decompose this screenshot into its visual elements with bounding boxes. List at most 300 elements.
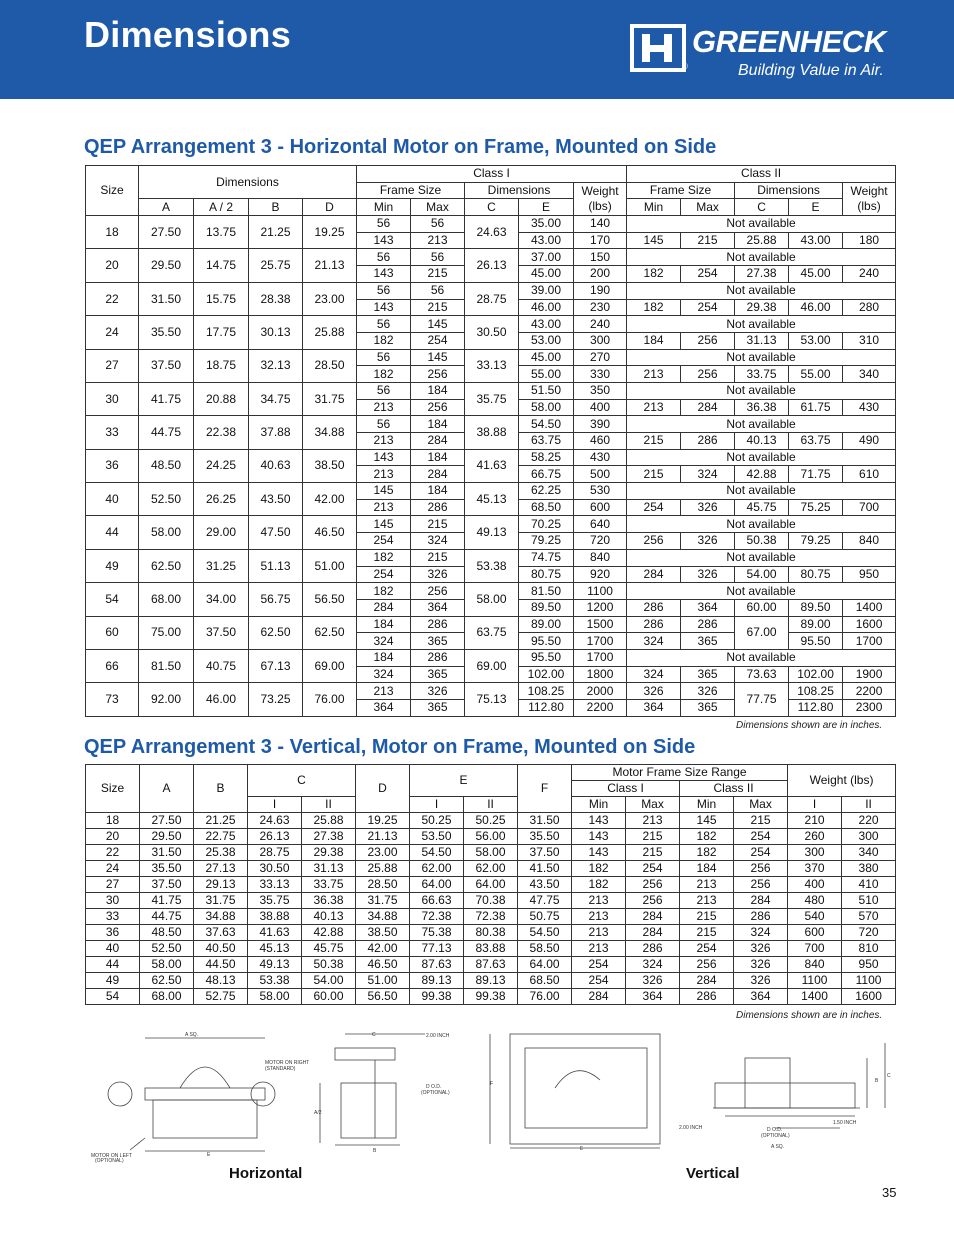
cell-c1-max: 284 [411,433,465,450]
cell-e-ii: 83.88 [464,941,518,957]
cell-a2: 18.75 [194,349,249,382]
cell-size: 27 [86,877,140,893]
cell-a: 31.50 [139,282,194,315]
cell-d: 21.13 [356,829,410,845]
cell-e-ii: 58.00 [464,845,518,861]
cell-c1-min: 184 [357,616,411,633]
cell-a: 44.75 [139,416,194,449]
cell-weight-i: 480 [788,893,842,909]
header-dimensions: Dimensions [139,166,357,199]
cell-f: 68.50 [518,973,572,989]
cell-c2-min: 182 [627,299,681,316]
cell-c2-min: 145 [627,232,681,249]
cell-c1-e: 108.25 [519,683,574,700]
greenheck-logo [630,22,930,92]
cell-c1-weight: 230 [574,299,627,316]
cell-class2-min: 284 [680,973,734,989]
table-row [86,813,896,829]
cell-e-ii: 64.00 [464,877,518,893]
cell-c2-e: 108.25 [789,683,843,700]
cell-c1-max: 184 [411,449,465,466]
cell-not-available: Not available [627,516,896,533]
cell-weight-ii: 810 [842,941,896,957]
cell-c-ii: 31.13 [302,861,356,877]
cell-c1-max: 365 [411,700,465,717]
vertical-table-body [86,813,896,1005]
cell-c1-max: 364 [411,599,465,616]
section2-title: QEP Arrangement 3 - Vertical, Motor on Frame, Mounted on Side [84,736,696,758]
cell-not-available: Not available [627,349,896,366]
cell-b: 28.38 [249,282,303,315]
cell-size: 33 [86,909,140,925]
cell-c1-min: 213 [357,399,411,416]
cell-a2: 40.75 [194,649,249,682]
cell-not-available: Not available [627,583,896,600]
cell-c-i: 41.63 [248,925,302,941]
cell-c-i: 28.75 [248,845,302,861]
cell-c2-weight: 310 [843,332,896,349]
cell-c1-c: 41.63 [465,449,519,482]
table-row [86,861,896,877]
cell-c1-min: 213 [357,466,411,483]
cell-c1-c: 38.88 [465,416,519,449]
cell-size: 49 [86,973,140,989]
cell-c2-weight: 1900 [843,666,896,683]
cell-e-i: 89.13 [410,973,464,989]
cell-weight-i: 300 [788,845,842,861]
cell-b: 56.75 [249,583,303,616]
cell-c1-e: 74.75 [519,549,574,566]
cell-c2-max: 284 [681,399,735,416]
cell-c1-e: 95.50 [519,649,574,666]
cell-c1-weight: 400 [574,399,627,416]
cell-c1-max: 365 [411,633,465,650]
cell-b: 25.75 [249,249,303,282]
cell-c1-c: 49.13 [465,516,519,549]
table-row [86,941,896,957]
cell-weight-ii: 380 [842,861,896,877]
label-e: E [207,1152,211,1158]
cell-c2-max: 326 [681,683,735,700]
cell-class2-min: 182 [680,829,734,845]
cell-b: 21.25 [249,216,303,249]
cell-c2-max: 324 [681,466,735,483]
cell-c1-e: 68.50 [519,499,574,516]
cell-class2-max: 284 [734,893,788,909]
cell-c1-weight: 300 [574,332,627,349]
cell-c1-min: 254 [357,566,411,583]
cell-c2-e: 46.00 [789,299,843,316]
cell-c1-weight: 1800 [574,666,627,683]
cell-c1-e: 112.80 [519,700,574,717]
v-header-weight-ii: II [842,797,896,813]
cell-b: 43.50 [249,483,303,516]
cell-e-i: 66.63 [410,893,464,909]
cell-a: 62.50 [139,549,194,582]
cell-a2: 29.00 [194,516,249,549]
cell-d: 19.25 [303,216,357,249]
cell-class1-min: 213 [572,893,626,909]
cell-weight-ii: 1100 [842,973,896,989]
cell-c2-e: 95.50 [789,633,843,650]
cell-c2-min: 254 [627,499,681,516]
cell-c1-min: 213 [357,433,411,450]
cell-c2-min: 286 [627,599,681,616]
cell-c1-c: 35.75 [465,382,519,415]
cell-d: 62.50 [303,616,357,649]
cell-f: 41.50 [518,861,572,877]
cell-weight-i: 600 [788,925,842,941]
cell-c-ii: 54.00 [302,973,356,989]
cell-a2: 14.75 [194,249,249,282]
cell-c2-e: 89.00 [789,616,843,633]
cell-class1-max: 254 [626,861,680,877]
cell-class2-min: 215 [680,909,734,925]
header-d: D [303,199,357,216]
cell-size: 40 [86,483,139,516]
cell-f: 35.50 [518,829,572,845]
cell-a2: 34.00 [194,583,249,616]
cell-weight-i: 700 [788,941,842,957]
cell-size: 54 [86,583,139,616]
cell-c-i: 35.75 [248,893,302,909]
cell-c2-max: 256 [681,332,735,349]
cell-c-i: 38.88 [248,909,302,925]
cell-f: 50.75 [518,909,572,925]
cell-c1-e: 58.00 [519,399,574,416]
cell-c2-max: 326 [681,499,735,516]
cell-f: 47.75 [518,893,572,909]
table-row [86,909,896,925]
cell-b: 48.13 [194,973,248,989]
cell-class2-max: 254 [734,845,788,861]
cell-b: 34.75 [249,382,303,415]
header-c: C [465,199,519,216]
cell-c1-e: 53.00 [519,332,574,349]
cell-c1-e: 55.00 [519,366,574,383]
cell-c1-c: 45.13 [465,483,519,516]
cell-weight-ii: 720 [842,925,896,941]
cell-c1-c: 26.13 [465,249,519,282]
v-header-a: A [140,765,194,813]
cell-c-ii: 36.38 [302,893,356,909]
cell-c2-c: 42.88 [735,466,789,483]
cell-c1-min: 56 [357,249,411,266]
cell-class2-max: 254 [734,829,788,845]
cell-c1-max: 215 [411,549,465,566]
cell-d: 23.00 [303,282,357,315]
cell-e-i: 87.63 [410,957,464,973]
cell-c-i: 26.13 [248,829,302,845]
cell-b: 27.13 [194,861,248,877]
cell-c1-min: 364 [357,700,411,717]
cell-d: 51.00 [303,549,357,582]
cell-c1-c: 28.75 [465,282,519,315]
cell-b: 21.25 [194,813,248,829]
cell-f: 31.50 [518,813,572,829]
cell-c2-min: 324 [627,633,681,650]
cell-c2-c: 40.13 [735,433,789,450]
cell-class2-min: 184 [680,861,734,877]
cell-c2-c: 25.88 [735,232,789,249]
cell-b: 37.88 [249,416,303,449]
cell-c1-max: 56 [411,249,465,266]
cell-d: 28.50 [356,877,410,893]
label-c-vertical: C [887,1073,891,1079]
v-header-max-1: Max [626,797,680,813]
fan-drawings [85,1028,905,1168]
cell-c1-weight: 500 [574,466,627,483]
cell-c-i: 24.63 [248,813,302,829]
header-max-c2: Max [681,199,735,216]
cell-c1-max: 184 [411,416,465,433]
cell-c1-e: 79.25 [519,533,574,550]
cell-c2-weight: 840 [843,533,896,550]
cell-c1-e: 45.00 [519,266,574,283]
cell-a: 75.00 [139,616,194,649]
cell-c1-max: 215 [411,299,465,316]
cell-d: 38.50 [303,449,357,482]
label-e-vertical: E [580,1146,584,1152]
cell-b: 22.75 [194,829,248,845]
cell-c2-max: 365 [681,666,735,683]
header-min: Min [357,199,411,216]
cell-f: 54.50 [518,925,572,941]
cell-weight-ii: 950 [842,957,896,973]
cell-c1-e: 35.00 [519,216,574,233]
cell-c1-e: 95.50 [519,633,574,650]
table-row [86,549,896,566]
label-motor-right: MOTOR ON RIGHT [265,1060,310,1066]
cell-class2-max: 326 [734,941,788,957]
cell-size: 73 [86,683,139,716]
cell-c1-min: 184 [357,649,411,666]
cell-c2-c: 29.38 [735,299,789,316]
cell-c1-e: 63.75 [519,433,574,450]
v-header-size: Size [86,765,140,813]
cell-d: 28.50 [303,349,357,382]
cell-c2-e: 63.75 [789,433,843,450]
cell-a: 58.00 [139,516,194,549]
cell-d: 25.88 [356,861,410,877]
cell-c2-c: 50.38 [735,533,789,550]
cell-c2-e: 75.25 [789,499,843,516]
table-row [86,649,896,666]
cell-c1-max: 256 [411,399,465,416]
cell-a2: 37.50 [194,616,249,649]
cell-c1-weight: 270 [574,349,627,366]
header-class2: Class II [627,166,896,183]
cell-c1-weight: 2200 [574,700,627,717]
label-f: F [490,1081,494,1087]
cell-weight-i: 370 [788,861,842,877]
cell-class1-max: 213 [626,813,680,829]
cell-class1-max: 284 [626,909,680,925]
cell-c1-weight: 390 [574,416,627,433]
cell-c1-c: 30.50 [465,316,519,349]
cell-size: 20 [86,829,140,845]
cell-c1-min: 213 [357,499,411,516]
cell-a: 37.50 [140,877,194,893]
cell-class1-min: 213 [572,925,626,941]
cell-e-ii: 70.38 [464,893,518,909]
cell-size: 18 [86,813,140,829]
cell-not-available: Not available [627,249,896,266]
table-row [86,282,896,299]
vertical-dimensions-table [85,764,896,1005]
cell-c2-max: 326 [681,533,735,550]
cell-c2-weight: 610 [843,466,896,483]
cell-a2: 13.75 [194,216,249,249]
label-two-inch-vertical: 2.00 INCH [679,1125,703,1131]
header-size: Size [86,166,139,216]
cell-size: 36 [86,449,139,482]
cell-b: 44.50 [194,957,248,973]
cell-c1-weight: 840 [574,549,627,566]
header-frame-size-c2: Frame Size [627,182,735,199]
cell-c1-c: 24.63 [465,216,519,249]
table-row [86,616,896,633]
cell-f: 58.50 [518,941,572,957]
cell-a: 68.00 [140,989,194,1005]
cell-c2-c: 73.63 [735,666,789,683]
cell-c1-max: 184 [411,483,465,500]
table-row [86,516,896,533]
cell-e-i: 77.13 [410,941,464,957]
cell-c-ii: 50.38 [302,957,356,973]
cell-c2-c: 67.00 [735,616,789,649]
cell-class1-max: 215 [626,829,680,845]
cell-size: 18 [86,216,139,249]
header-a2: A / 2 [194,199,249,216]
cell-e-i: 72.38 [410,909,464,925]
cell-c1-max: 254 [411,332,465,349]
table-row [86,249,896,266]
cell-c1-e: 43.00 [519,232,574,249]
horizontal-side-drawing [320,1034,425,1145]
cell-c1-max: 284 [411,466,465,483]
header-weight-c1: Weight (lbs) [574,182,627,215]
cell-b: 40.50 [194,941,248,957]
cell-size: 24 [86,316,139,349]
header-dimensions-c1: Dimensions [465,182,574,199]
table-row [86,483,896,500]
cell-a: 68.00 [139,583,194,616]
header-e-c2: E [789,199,843,216]
cell-c-i: 53.38 [248,973,302,989]
cell-a: 29.50 [140,829,194,845]
cell-d: 31.75 [303,382,357,415]
cell-size: 20 [86,249,139,282]
header-e: E [519,199,574,216]
cell-c2-weight: 1700 [843,633,896,650]
cell-c2-e: 80.75 [789,566,843,583]
cell-c2-c: 45.75 [735,499,789,516]
v-header-f: F [518,765,572,813]
cell-a: 52.50 [140,941,194,957]
cell-a2: 22.38 [194,416,249,449]
cell-c2-min: 326 [627,683,681,700]
cell-c1-weight: 640 [574,516,627,533]
cell-d: 25.88 [303,316,357,349]
cell-c1-weight: 530 [574,483,627,500]
horizontal-table-body [86,216,896,717]
cell-size: 44 [86,957,140,973]
cell-size: 30 [86,382,139,415]
cell-c1-e: 89.50 [519,599,574,616]
v-header-d: D [356,765,410,813]
cell-class2-max: 256 [734,877,788,893]
label-d-od: D O.D. [426,1084,442,1090]
cell-d: 19.25 [356,813,410,829]
cell-c-i: 33.13 [248,877,302,893]
cell-e-i: 75.38 [410,925,464,941]
cell-class2-min: 182 [680,845,734,861]
cell-c2-max: 365 [681,700,735,717]
cell-c1-min: 143 [357,299,411,316]
cell-c1-c: 53.38 [465,549,519,582]
cell-c2-min: 213 [627,399,681,416]
cell-size: 36 [86,925,140,941]
cell-c1-min: 56 [357,216,411,233]
cell-c2-c: 27.38 [735,266,789,283]
cell-weight-i: 400 [788,877,842,893]
cell-e-ii: 62.00 [464,861,518,877]
cell-b: 73.25 [249,683,303,716]
cell-b: 62.50 [249,616,303,649]
cell-c1-max: 326 [411,566,465,583]
cell-size: 27 [86,349,139,382]
table-row [86,316,896,333]
table-row [86,957,896,973]
table-row [86,683,896,700]
cell-c1-max: 286 [411,616,465,633]
v-header-b: B [194,765,248,813]
cell-c1-min: 143 [357,449,411,466]
cell-c2-min: 215 [627,466,681,483]
cell-size: 66 [86,649,139,682]
cell-c2-min: 284 [627,566,681,583]
cell-a: 48.50 [139,449,194,482]
header-min-c2: Min [627,199,681,216]
cell-size: 30 [86,893,140,909]
cell-c1-max: 56 [411,216,465,233]
registered-mark: ® [682,62,688,71]
cell-c2-weight: 340 [843,366,896,383]
cell-not-available: Not available [627,382,896,399]
cell-c2-min: 364 [627,700,681,717]
cell-b: 67.13 [249,649,303,682]
cell-c1-e: 62.25 [519,483,574,500]
cell-class1-min: 254 [572,957,626,973]
cell-c1-weight: 2000 [574,683,627,700]
cell-class1-min: 182 [572,877,626,893]
table-row [86,973,896,989]
cell-e-ii: 80.38 [464,925,518,941]
cell-d: 42.00 [356,941,410,957]
table-row [86,216,896,233]
cell-c2-c: 54.00 [735,566,789,583]
cell-c1-e: 46.00 [519,299,574,316]
cell-c2-max: 364 [681,599,735,616]
cell-e-i: 50.25 [410,813,464,829]
cell-c-ii: 33.75 [302,877,356,893]
cell-class2-max: 215 [734,813,788,829]
cell-c1-min: 56 [357,382,411,399]
cell-c1-e: 66.75 [519,466,574,483]
cell-a2: 26.25 [194,483,249,516]
table-row [86,893,896,909]
